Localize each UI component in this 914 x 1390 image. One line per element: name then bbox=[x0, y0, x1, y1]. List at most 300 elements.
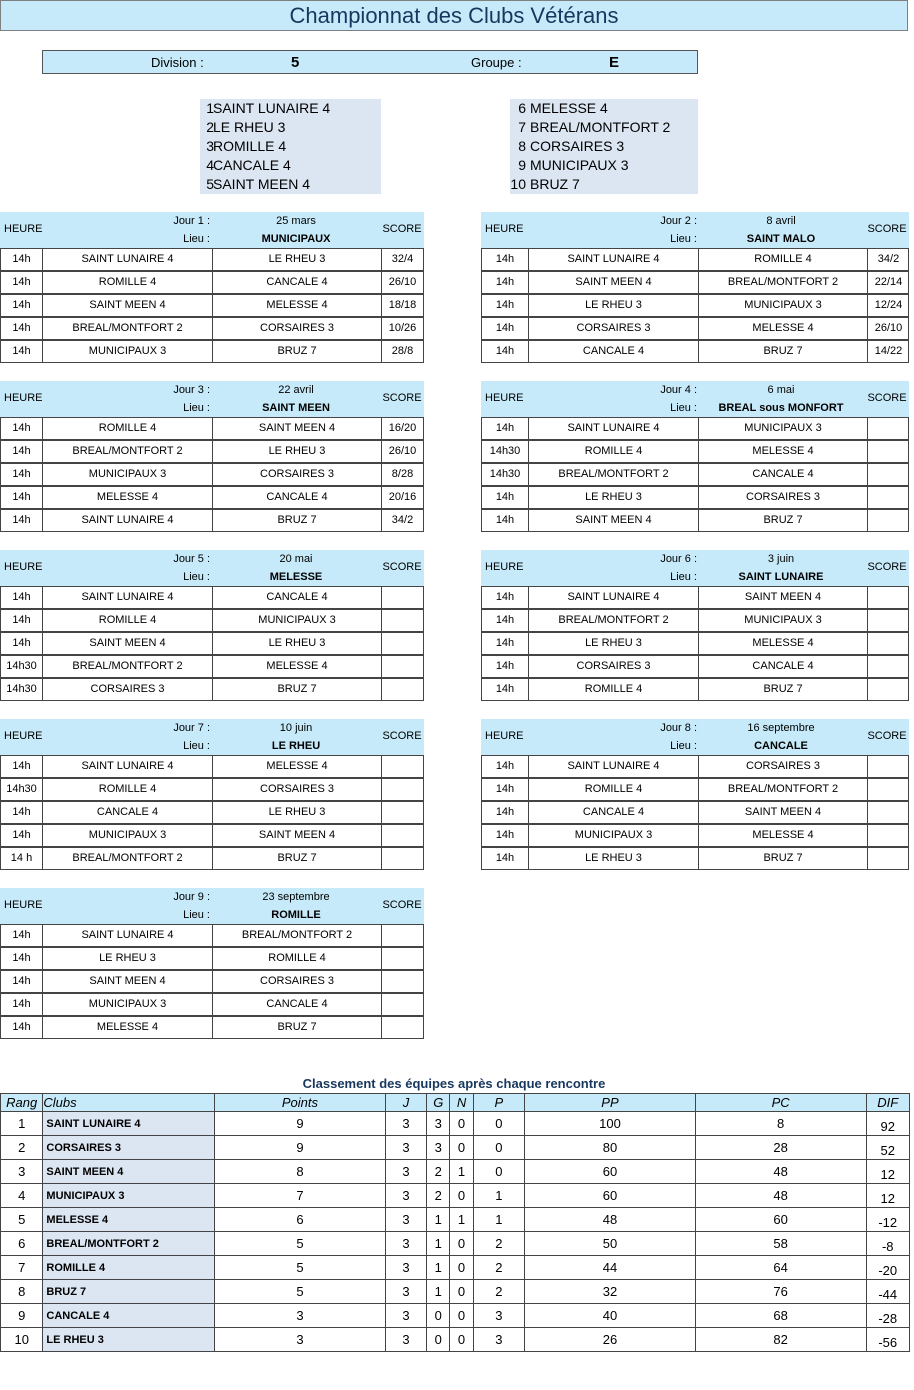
match-row bbox=[0, 755, 424, 778]
match-row bbox=[481, 417, 909, 440]
col-points: Points bbox=[215, 1094, 386, 1112]
standings-cell-pp: 50 bbox=[525, 1232, 696, 1256]
standings-cell-j: 3 bbox=[385, 1208, 426, 1232]
match-score bbox=[382, 948, 423, 969]
standings-cell-g: 2 bbox=[427, 1160, 450, 1184]
day-place: ROMILLE bbox=[271, 909, 321, 921]
team-number: 4 bbox=[206, 157, 214, 173]
match-row bbox=[0, 417, 424, 440]
day-date: 10 juin bbox=[279, 722, 313, 734]
match-time: 14h bbox=[482, 318, 529, 339]
day-block-4 bbox=[481, 381, 909, 533]
team-name: CORSAIRES 3 bbox=[530, 138, 625, 154]
jour-label: Jour 7 : bbox=[173, 722, 210, 734]
col-j: J bbox=[385, 1094, 426, 1112]
standings-cell-club: CANCALE 4 bbox=[43, 1304, 215, 1328]
lieu-label: Lieu : bbox=[670, 571, 697, 583]
standings-cell-club: BRUZ 7 bbox=[43, 1280, 215, 1304]
match-score: 16/20 bbox=[388, 422, 417, 434]
match-score bbox=[868, 802, 909, 823]
standings-cell-g: 1 bbox=[427, 1232, 450, 1256]
col-g: G bbox=[427, 1094, 450, 1112]
match-time: 14h bbox=[1, 756, 43, 777]
match-home: LE RHEU 3 bbox=[529, 633, 699, 654]
standings-cell-points: 6 bbox=[215, 1208, 386, 1232]
match-time: 14h30 bbox=[482, 441, 529, 462]
team-number: 9 bbox=[518, 157, 526, 173]
lieu-label: Lieu : bbox=[670, 233, 697, 245]
match-time: 14h bbox=[1, 1017, 43, 1038]
match-away: BRUZ 7 bbox=[699, 341, 868, 362]
heure-header: HEURE bbox=[485, 392, 524, 404]
standings-cell-j: 3 bbox=[385, 1304, 426, 1328]
match-time: 14h bbox=[482, 825, 529, 846]
standings-cell-points: 9 bbox=[215, 1112, 386, 1136]
match-row bbox=[481, 340, 909, 363]
match-time: 14h30 bbox=[1, 779, 43, 800]
col-dif: DIF bbox=[866, 1094, 910, 1112]
standings-row bbox=[1, 1112, 910, 1136]
match-home: ROMILLE 4 bbox=[43, 272, 213, 293]
match-time: 14h bbox=[1, 994, 43, 1015]
match-score bbox=[868, 610, 909, 631]
match-home: LE RHEU 3 bbox=[43, 948, 213, 969]
match-time: 14h bbox=[482, 587, 529, 608]
match-score bbox=[382, 633, 423, 654]
team-number: 6 bbox=[518, 100, 526, 116]
standings-cell-dif: 52 bbox=[866, 1136, 910, 1160]
division-value: 5 bbox=[291, 54, 300, 71]
team-number: 5 bbox=[206, 176, 214, 192]
match-score: 26/10 bbox=[388, 276, 417, 288]
score-header: SCORE bbox=[382, 730, 422, 742]
match-score: 34/2 bbox=[391, 514, 414, 526]
day-block-2 bbox=[481, 212, 909, 364]
match-time: 14h30 bbox=[482, 464, 529, 485]
standings-cell-pc: 64 bbox=[695, 1256, 866, 1280]
match-score bbox=[382, 779, 423, 800]
match-away: BRUZ 7 bbox=[699, 679, 868, 700]
standings-row bbox=[1, 1256, 910, 1280]
day-place: LE RHEU bbox=[271, 740, 321, 752]
match-time: 14h30 bbox=[1, 679, 43, 700]
standings-cell-pp: 100 bbox=[525, 1112, 696, 1136]
match-time: 14h bbox=[482, 510, 529, 531]
match-row bbox=[0, 294, 424, 317]
standings-cell-dif: 92 bbox=[866, 1112, 910, 1136]
match-away: ROMILLE 4 bbox=[699, 249, 868, 270]
standings-cell-g: 1 bbox=[427, 1256, 450, 1280]
match-home: CANCALE 4 bbox=[529, 341, 699, 362]
standings-table bbox=[0, 1093, 910, 1352]
match-score: 10/26 bbox=[388, 322, 417, 334]
day-date: 8 avril bbox=[766, 215, 796, 227]
lieu-label: Lieu : bbox=[183, 909, 210, 921]
match-home: SAINT LUNAIRE 4 bbox=[529, 587, 699, 608]
day-date: 25 mars bbox=[276, 215, 316, 227]
match-row bbox=[481, 778, 909, 801]
match-home: CANCALE 4 bbox=[43, 802, 213, 823]
match-score bbox=[868, 418, 909, 439]
match-row bbox=[0, 655, 424, 678]
teams-list-right bbox=[510, 99, 698, 194]
match-away: MUNICIPAUX 3 bbox=[699, 418, 868, 439]
match-score bbox=[382, 848, 423, 869]
match-score bbox=[868, 633, 909, 654]
standings-cell-club: CORSAIRES 3 bbox=[43, 1136, 215, 1160]
match-row bbox=[0, 970, 424, 993]
team-number: 8 bbox=[518, 138, 526, 154]
standings-cell-dif: -12 bbox=[866, 1208, 910, 1232]
match-away: CORSAIRES 3 bbox=[213, 779, 382, 800]
standings-cell-pc: 60 bbox=[695, 1208, 866, 1232]
day-place: MELESSE bbox=[269, 571, 323, 583]
match-score: 26/10 bbox=[874, 322, 903, 334]
heure-header: HEURE bbox=[4, 561, 43, 573]
match-home: SAINT MEEN 4 bbox=[43, 633, 213, 654]
match-home: SAINT LUNAIRE 4 bbox=[529, 756, 699, 777]
match-score bbox=[382, 802, 423, 823]
lieu-label: Lieu : bbox=[670, 740, 697, 752]
match-score: 34/2 bbox=[877, 253, 900, 265]
standings-cell-pc: 76 bbox=[695, 1280, 866, 1304]
day-place: CANCALE bbox=[754, 740, 808, 752]
match-time: 14h bbox=[1, 802, 43, 823]
match-home: CORSAIRES 3 bbox=[529, 656, 699, 677]
standings-cell-points: 3 bbox=[215, 1304, 386, 1328]
standings-cell-pc: 48 bbox=[695, 1160, 866, 1184]
match-home: LE RHEU 3 bbox=[529, 295, 699, 316]
team-number: 1 bbox=[206, 100, 214, 116]
day-header bbox=[481, 719, 909, 755]
standings-cell-club: SAINT MEEN 4 bbox=[43, 1160, 215, 1184]
match-time: 14h bbox=[1, 441, 43, 462]
standings-cell-rang: 2 bbox=[1, 1136, 43, 1160]
day-block-6 bbox=[481, 550, 909, 702]
match-away: ROMILLE 4 bbox=[213, 948, 382, 969]
day-date: 22 avril bbox=[278, 384, 314, 396]
match-home: BREAL/MONTFORT 2 bbox=[529, 464, 699, 485]
match-row bbox=[0, 486, 424, 509]
match-score bbox=[868, 679, 909, 700]
match-score: 26/10 bbox=[388, 445, 417, 457]
standings-cell-rang: 1 bbox=[1, 1112, 43, 1136]
score-header: SCORE bbox=[382, 561, 422, 573]
day-place: SAINT LUNAIRE bbox=[738, 571, 824, 583]
lieu-label: Lieu : bbox=[183, 740, 210, 752]
standings-cell-pp: 60 bbox=[525, 1184, 696, 1208]
match-row bbox=[0, 609, 424, 632]
day-date: 23 septembre bbox=[262, 891, 330, 903]
match-away: BRUZ 7 bbox=[213, 510, 382, 531]
match-home: ROMILLE 4 bbox=[43, 779, 213, 800]
match-time: 14h bbox=[1, 295, 43, 316]
standings-cell-g: 3 bbox=[427, 1136, 450, 1160]
match-time: 14h30 bbox=[1, 656, 43, 677]
standings-cell-p: 2 bbox=[473, 1256, 525, 1280]
match-row bbox=[0, 340, 424, 363]
standings-cell-n: 0 bbox=[450, 1256, 473, 1280]
match-row bbox=[481, 824, 909, 847]
match-home: BREAL/MONTFORT 2 bbox=[43, 848, 213, 869]
match-home: CANCALE 4 bbox=[529, 802, 699, 823]
match-away: CANCALE 4 bbox=[213, 487, 382, 508]
standings-cell-club: LE RHEU 3 bbox=[43, 1328, 215, 1352]
jour-label: Jour 1 : bbox=[173, 215, 210, 227]
day-block-1 bbox=[0, 212, 424, 364]
match-home: MELESSE 4 bbox=[43, 1017, 213, 1038]
team-name: LE RHEU 3 bbox=[213, 119, 286, 135]
day-header bbox=[0, 550, 424, 586]
day-header bbox=[481, 550, 909, 586]
col-pc: PC bbox=[695, 1094, 866, 1112]
match-home: MUNICIPAUX 3 bbox=[43, 341, 213, 362]
score-header: SCORE bbox=[867, 223, 907, 235]
match-away: BREAL/MONTFORT 2 bbox=[699, 272, 868, 293]
day-header bbox=[0, 381, 424, 417]
match-time: 14h bbox=[1, 341, 43, 362]
match-away: CANCALE 4 bbox=[699, 464, 868, 485]
standings-cell-club: SAINT LUNAIRE 4 bbox=[43, 1112, 215, 1136]
standings-cell-j: 3 bbox=[385, 1112, 426, 1136]
match-away: CORSAIRES 3 bbox=[213, 318, 382, 339]
division-label: Division : bbox=[151, 55, 204, 70]
match-row bbox=[0, 632, 424, 655]
standings-cell-rang: 3 bbox=[1, 1160, 43, 1184]
match-row bbox=[481, 463, 909, 486]
match-score: 8/28 bbox=[391, 468, 414, 480]
match-score bbox=[868, 756, 909, 777]
match-away: BRUZ 7 bbox=[213, 679, 382, 700]
match-home: ROMILLE 4 bbox=[529, 441, 699, 462]
match-time: 14h bbox=[1, 249, 43, 270]
match-away: CORSAIRES 3 bbox=[213, 971, 382, 992]
match-away: MELESSE 4 bbox=[699, 318, 868, 339]
match-home: BREAL/MONTFORT 2 bbox=[43, 318, 213, 339]
match-home: ROMILLE 4 bbox=[529, 779, 699, 800]
standings-cell-p: 2 bbox=[473, 1280, 525, 1304]
match-time: 14h bbox=[1, 971, 43, 992]
match-home: MUNICIPAUX 3 bbox=[43, 464, 213, 485]
standings-cell-j: 3 bbox=[385, 1256, 426, 1280]
match-home: SAINT LUNAIRE 4 bbox=[529, 418, 699, 439]
match-time: 14h bbox=[482, 487, 529, 508]
team-name: CANCALE 4 bbox=[213, 157, 291, 173]
standings-cell-pp: 48 bbox=[525, 1208, 696, 1232]
team-name: BREAL/MONTFORT 2 bbox=[530, 119, 671, 135]
standings-cell-points: 5 bbox=[215, 1280, 386, 1304]
score-header: SCORE bbox=[867, 561, 907, 573]
match-score bbox=[382, 825, 423, 846]
match-home: BREAL/MONTFORT 2 bbox=[43, 656, 213, 677]
match-row bbox=[0, 678, 424, 701]
match-time: 14h bbox=[1, 925, 43, 946]
match-row bbox=[0, 248, 424, 271]
match-home: SAINT LUNAIRE 4 bbox=[43, 510, 213, 531]
match-time: 14h bbox=[482, 249, 529, 270]
match-away: CANCALE 4 bbox=[213, 272, 382, 293]
match-away: BRUZ 7 bbox=[213, 341, 382, 362]
match-home: SAINT LUNAIRE 4 bbox=[43, 587, 213, 608]
standings-cell-pc: 68 bbox=[695, 1304, 866, 1328]
match-row bbox=[481, 317, 909, 340]
match-row bbox=[0, 847, 424, 870]
match-away: MUNICIPAUX 3 bbox=[699, 610, 868, 631]
match-time: 14h bbox=[1, 318, 43, 339]
match-home: BREAL/MONTFORT 2 bbox=[43, 441, 213, 462]
lieu-label: Lieu : bbox=[183, 233, 210, 245]
standings-cell-j: 3 bbox=[385, 1184, 426, 1208]
standings-cell-j: 3 bbox=[385, 1160, 426, 1184]
match-home: ROMILLE 4 bbox=[43, 418, 213, 439]
match-away: BRUZ 7 bbox=[213, 1017, 382, 1038]
day-place: SAINT MEEN bbox=[262, 402, 330, 414]
group-value: E bbox=[609, 54, 620, 71]
jour-label: Jour 4 : bbox=[660, 384, 697, 396]
match-time: 14h bbox=[482, 633, 529, 654]
match-score bbox=[868, 825, 909, 846]
standings-row bbox=[1, 1328, 910, 1352]
standings-cell-rang: 7 bbox=[1, 1256, 43, 1280]
day-date: 20 mai bbox=[279, 553, 313, 565]
score-header: SCORE bbox=[867, 392, 907, 404]
match-away: SAINT MEEN 4 bbox=[699, 802, 868, 823]
match-home: CORSAIRES 3 bbox=[43, 679, 213, 700]
match-row bbox=[481, 801, 909, 824]
standings-cell-dif: -44 bbox=[866, 1280, 910, 1304]
standings-cell-n: 0 bbox=[450, 1112, 473, 1136]
score-header: SCORE bbox=[867, 730, 907, 742]
jour-label: Jour 5 : bbox=[173, 553, 210, 565]
team-name: ROMILLE 4 bbox=[213, 138, 287, 154]
team-name: SAINT MEEN 4 bbox=[213, 176, 310, 192]
match-away: BREAL/MONTFORT 2 bbox=[699, 779, 868, 800]
day-block-8 bbox=[481, 719, 909, 871]
match-score: 18/18 bbox=[388, 299, 417, 311]
standings-cell-club: BREAL/MONTFORT 2 bbox=[43, 1232, 215, 1256]
score-header: SCORE bbox=[382, 899, 422, 911]
match-time: 14h bbox=[1, 825, 43, 846]
lieu-label: Lieu : bbox=[183, 571, 210, 583]
standings-cell-pc: 82 bbox=[695, 1328, 866, 1352]
day-place: SAINT MALO bbox=[746, 233, 816, 245]
match-away: BRUZ 7 bbox=[699, 848, 868, 869]
standings-cell-points: 5 bbox=[215, 1256, 386, 1280]
match-away: BRUZ 7 bbox=[699, 510, 868, 531]
standings-row bbox=[1, 1184, 910, 1208]
match-home: SAINT MEEN 4 bbox=[43, 295, 213, 316]
match-away: CORSAIRES 3 bbox=[699, 756, 868, 777]
team-number: 3 bbox=[206, 138, 214, 154]
match-home: BREAL/MONTFORT 2 bbox=[529, 610, 699, 631]
match-row bbox=[481, 486, 909, 509]
match-time: 14h bbox=[1, 464, 43, 485]
division-bar bbox=[42, 50, 698, 74]
standings-row bbox=[1, 1304, 910, 1328]
match-row bbox=[0, 463, 424, 486]
match-home: MELESSE 4 bbox=[43, 487, 213, 508]
match-score bbox=[868, 510, 909, 531]
match-score bbox=[868, 779, 909, 800]
match-time: 14h bbox=[1, 587, 43, 608]
match-row bbox=[481, 632, 909, 655]
match-time: 14h bbox=[482, 610, 529, 631]
standings-row bbox=[1, 1232, 910, 1256]
match-row bbox=[0, 993, 424, 1016]
match-row bbox=[0, 801, 424, 824]
day-header bbox=[0, 719, 424, 755]
standings-header-row bbox=[1, 1094, 910, 1112]
heure-header: HEURE bbox=[4, 899, 43, 911]
standings-cell-p: 0 bbox=[473, 1136, 525, 1160]
standings-cell-p: 1 bbox=[473, 1208, 525, 1232]
match-score bbox=[868, 487, 909, 508]
standings-cell-points: 5 bbox=[215, 1232, 386, 1256]
match-time: 14h bbox=[1, 510, 43, 531]
match-row bbox=[481, 586, 909, 609]
day-header bbox=[481, 381, 909, 417]
standings-cell-pc: 48 bbox=[695, 1184, 866, 1208]
match-time: 14h bbox=[1, 610, 43, 631]
standings-cell-dif: -20 bbox=[866, 1256, 910, 1280]
match-away: CORSAIRES 3 bbox=[213, 464, 382, 485]
lieu-label: Lieu : bbox=[183, 402, 210, 414]
match-row bbox=[481, 509, 909, 532]
standings-cell-p: 0 bbox=[473, 1160, 525, 1184]
match-score: 22/14 bbox=[874, 276, 903, 288]
match-home: ROMILLE 4 bbox=[529, 679, 699, 700]
day-block-7 bbox=[0, 719, 424, 871]
standings-cell-pp: 60 bbox=[525, 1160, 696, 1184]
match-row bbox=[0, 440, 424, 463]
standings-cell-dif: 12 bbox=[866, 1184, 910, 1208]
standings-cell-club: MELESSE 4 bbox=[43, 1208, 215, 1232]
standings-cell-rang: 10 bbox=[1, 1328, 43, 1352]
standings-cell-g: 0 bbox=[427, 1304, 450, 1328]
standings-cell-pp: 40 bbox=[525, 1304, 696, 1328]
match-row bbox=[0, 1016, 424, 1039]
match-home: MUNICIPAUX 3 bbox=[43, 825, 213, 846]
match-away: CORSAIRES 3 bbox=[699, 487, 868, 508]
match-away: CANCALE 4 bbox=[213, 994, 382, 1015]
jour-label: Jour 6 : bbox=[660, 553, 697, 565]
day-block-3 bbox=[0, 381, 424, 533]
jour-label: Jour 2 : bbox=[660, 215, 697, 227]
match-time: 14h bbox=[1, 487, 43, 508]
match-time: 14h bbox=[482, 756, 529, 777]
standings-cell-pc: 28 bbox=[695, 1136, 866, 1160]
match-row bbox=[481, 655, 909, 678]
standings-cell-p: 0 bbox=[473, 1112, 525, 1136]
standings-cell-dif: -28 bbox=[866, 1304, 910, 1328]
standings-cell-pp: 32 bbox=[525, 1280, 696, 1304]
standings-cell-j: 3 bbox=[385, 1136, 426, 1160]
match-row bbox=[0, 586, 424, 609]
match-home: SAINT MEEN 4 bbox=[43, 971, 213, 992]
standings-cell-points: 8 bbox=[215, 1160, 386, 1184]
match-away: LE RHEU 3 bbox=[213, 441, 382, 462]
col-p: P bbox=[473, 1094, 525, 1112]
match-row bbox=[0, 947, 424, 970]
match-away: MUNICIPAUX 3 bbox=[699, 295, 868, 316]
match-away: BRUZ 7 bbox=[213, 848, 382, 869]
standings-cell-pp: 26 bbox=[525, 1328, 696, 1352]
standings-cell-n: 0 bbox=[450, 1184, 473, 1208]
match-home: SAINT LUNAIRE 4 bbox=[43, 756, 213, 777]
standings-cell-club: ROMILLE 4 bbox=[43, 1256, 215, 1280]
standings-cell-rang: 4 bbox=[1, 1184, 43, 1208]
match-row bbox=[481, 248, 909, 271]
